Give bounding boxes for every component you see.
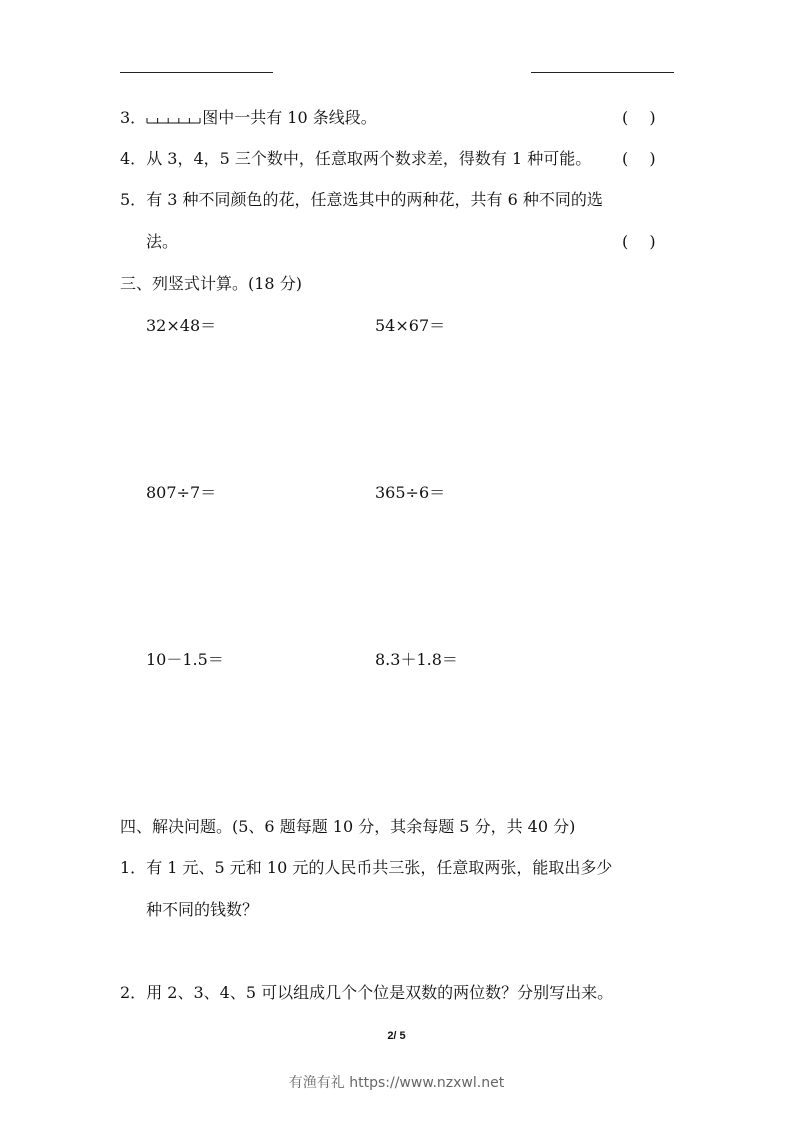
problem-text: 用 2、3、4、5 可以组成几个个位是双数的两位数？分别写出来。 — [146, 983, 614, 1002]
problem-1 — [120, 858, 612, 878]
judge-item-3 — [120, 108, 377, 128]
answer-paren-5[interactable]: ( ) — [622, 232, 656, 251]
problem-1-cont: 种不同的钱数？ — [146, 900, 259, 919]
header-rule-left — [120, 72, 273, 73]
calc-problem-3: 807÷7＝ — [146, 483, 217, 502]
item-text: 有 3 种不同颜色的花，任意选其中的两种花，共有 6 种不同的选 — [146, 190, 603, 209]
item-number: 4． — [120, 149, 147, 168]
problem-2 — [120, 983, 613, 1003]
calc-problem-2: 54×67＝ — [375, 316, 446, 335]
item-number: 3． — [120, 108, 147, 127]
item-text: 从 3，4，5 三个数中，任意取两个数求差，得数有 1 种可能。 — [146, 149, 592, 168]
problem-number: 1． — [120, 858, 147, 877]
answer-paren-4[interactable]: ( ) — [622, 149, 656, 168]
judge-item-5 — [120, 190, 603, 210]
problem-text: 有 1 元、5 元和 10 元的人民币共三张，任意取两张，能取出多少 — [146, 858, 613, 877]
item-number: 5． — [120, 190, 147, 209]
judge-item-5-cont: 法。 — [146, 232, 179, 251]
item-text: 图中一共有 10 条线段。 — [202, 108, 377, 127]
section-4-title: 四、解决问题。(5、6 题每题 10 分，其余每题 5 分，共 40 分) — [120, 817, 576, 836]
calc-problem-1: 32×48＝ — [146, 316, 217, 335]
header-rule-right — [531, 72, 674, 73]
calc-problem-5: 10－1.5＝ — [146, 650, 224, 669]
judge-item-4 — [120, 149, 591, 169]
calc-problem-4: 365÷6＝ — [375, 483, 446, 502]
problem-number: 2． — [120, 983, 147, 1002]
line-segment-figure — [146, 113, 201, 125]
page-number: 2/ 5 — [387, 1030, 406, 1042]
calc-problem-6: 8.3＋1.8＝ — [375, 650, 458, 669]
answer-paren-3[interactable]: ( ) — [622, 108, 656, 127]
section-3-title: 三、列竖式计算。(18 分) — [120, 274, 302, 293]
footer-watermark: 有渔有礼 https://www.nzxwl.net — [288, 1075, 505, 1091]
